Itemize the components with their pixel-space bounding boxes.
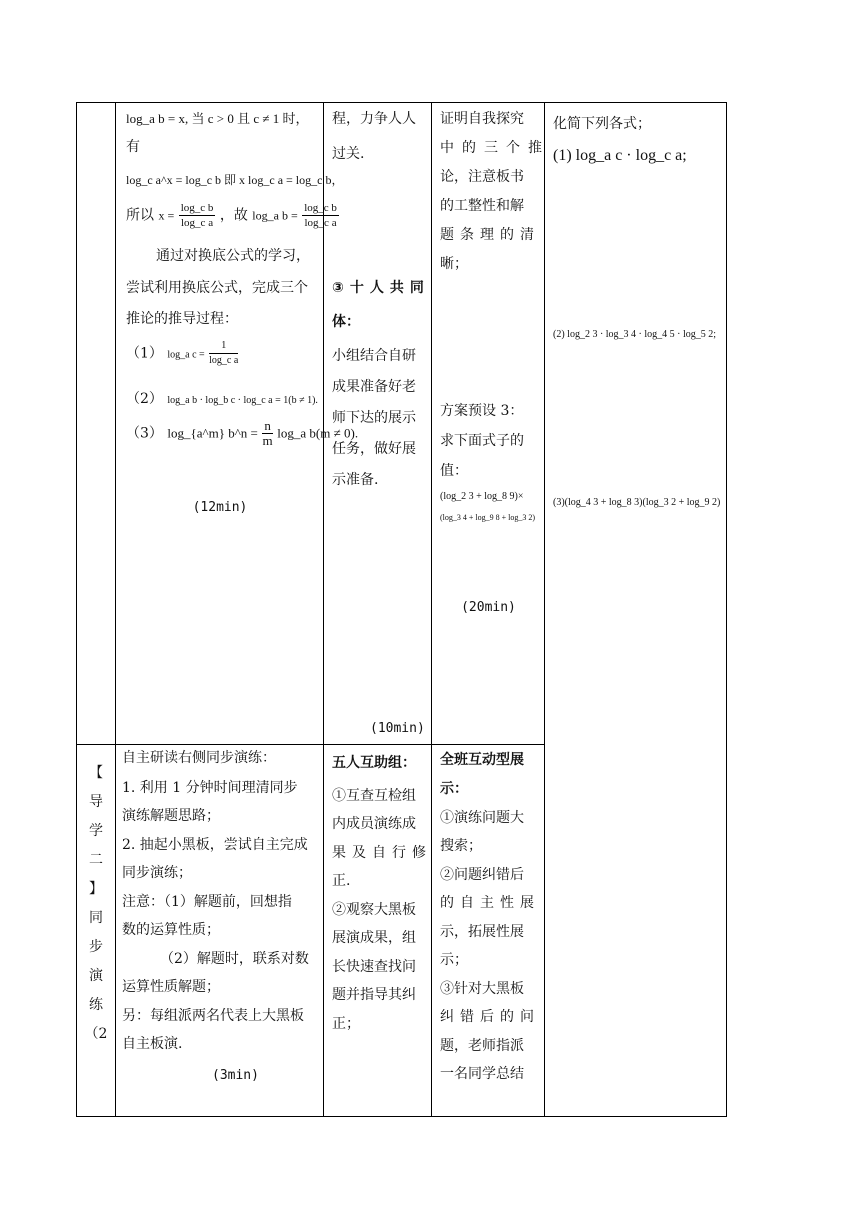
text-line: 论，注意板书 [440, 169, 524, 185]
section-heading-2: 体： [332, 314, 360, 330]
text-line: （2）解题时，联系对数 [160, 951, 309, 967]
text-line: 师下达的展示 [332, 410, 416, 426]
text-line: 小组结合自研 [332, 348, 416, 364]
text-line: 数的运算性质； [122, 922, 220, 938]
text-line: 的工整性和解 [440, 198, 524, 214]
corollary-1: （1） log_a c = $\frac{1}{\text{log\_c a}}$ [126, 340, 239, 366]
time-label: (3min) [212, 1068, 259, 1083]
text-line: 另：每组派两名代表上大黑板 [122, 1008, 304, 1024]
text-line: 求下面式子的 [440, 433, 524, 449]
row2-col3-cell [432, 745, 545, 1117]
text-line: 1. 利用 1 分钟时间理清同步 [122, 780, 298, 796]
text-line: 正. [332, 873, 351, 889]
corollary-3: （3） log_{a^m} b^n = $\frac{n}{m}$ log_a b(m ≠ 0). [126, 418, 359, 448]
text-line: ②观察大黑板 [332, 902, 416, 918]
text-line: 2. 抽起小黑板，尝试自主完成 [122, 837, 308, 853]
text-hence: ，故 [219, 207, 248, 224]
vertical-section-label: 【 导 学 二 】 同 步 演 练 （2 [84, 765, 108, 1042]
expression-line-1: (log_2 3 + log_8 9)× [440, 491, 524, 502]
row2-col2-cell [324, 745, 432, 1117]
section-heading: 五人互助组： [332, 755, 416, 771]
text-line: ②问题纠错后 [440, 867, 524, 883]
section-heading-2: 示： [440, 781, 468, 797]
text-line: 证明自我探究 [440, 111, 524, 127]
formula-line-3: log_c a^x = log_c b 即 x log_c a = log_c b， [126, 173, 344, 187]
text-line: 运算性质解题； [122, 979, 220, 995]
text-line: 示，拓展性展 [440, 924, 524, 940]
row1-col2-cell [324, 103, 432, 745]
paragraph-line-1: 通过对换底公式的学习， [156, 248, 310, 264]
text-line: 内成员演练成 [332, 816, 416, 832]
row1-col3-cell [432, 103, 550, 745]
paragraph-line-2: 尝试利用换底公式，完成三个 [126, 280, 308, 296]
exercise-1: (1) log_a c · log_c a; [553, 147, 687, 164]
row2-col0-cell [77, 745, 116, 1117]
text-line: 正； [332, 1016, 360, 1032]
text-line: 成果准备好老 [332, 379, 416, 395]
text-line: 展演成果，组 [332, 930, 416, 946]
text-line: 题，老师指派 [440, 1038, 524, 1054]
text-line: 晰； [440, 256, 468, 272]
row1-col4-cell [545, 103, 727, 1117]
row1-col0-cell [77, 103, 116, 745]
formula-line-4 [126, 201, 339, 230]
text-line: 同步演练； [122, 865, 192, 881]
text-line: 中的三个推 [440, 140, 550, 156]
text-line: 自主研读右侧同步演练： [122, 750, 276, 766]
time-label: (12min) [192, 500, 248, 515]
text-line: 注意：（1）解题前，回想指 [122, 894, 292, 910]
text-line: 演练解题思路； [122, 808, 220, 824]
lesson-plan-table [76, 102, 727, 1117]
text-line: ①演练问题大 [440, 810, 524, 826]
text-line: 值： [440, 463, 468, 479]
time-label: (10min) [370, 721, 425, 736]
exercise-2: (2) log_2 3 · log_3 4 · log_4 5 · log_5 2; [553, 329, 717, 340]
text-line: 自主板演. [122, 1036, 183, 1052]
corollary-2: （2） log_a b · log_b c · log_c a = 1(b ≠ 1). [126, 391, 318, 407]
time-label: (20min) [461, 600, 516, 615]
section-heading: ③十人共同 [332, 280, 430, 296]
row2-col1-cell [116, 745, 324, 1117]
paragraph-line-3: 推论的推导过程： [126, 311, 238, 327]
text-line: 示； [440, 952, 468, 968]
text-line: 程，力争人人 [332, 111, 416, 127]
text-line: 方案预设 3： [440, 403, 524, 419]
text-line: 一名同学总结 [440, 1066, 524, 1082]
text-line: 任务，做好展 [332, 441, 416, 457]
section-heading: 全班互动型展 [440, 752, 524, 768]
text-line: 长快速查找问 [332, 959, 416, 975]
frac-x-lhs: x = [158, 208, 175, 223]
text-line: ①互查互检组 [332, 788, 416, 804]
text-line-2: 有 [126, 139, 140, 155]
text-line: 的自主性展 [440, 895, 540, 911]
text-line: 过关. [332, 146, 365, 162]
exercise-3: (3)(log_4 3 + log_8 3)(log_3 2 + log_9 2) [553, 497, 721, 508]
text-line: 题并指导其纠 [332, 987, 416, 1003]
text-line: 示准备. [332, 472, 379, 488]
text-line: 纠错后的问 [440, 1009, 540, 1025]
text-line: 搜索； [440, 838, 482, 854]
exercise-title: 化简下列各式； [553, 116, 651, 132]
text-line: ③针对大黑板 [440, 981, 524, 997]
fraction-log: $\frac{\text{log\_c b}}{\text{log\_c a}}$ [304, 202, 337, 229]
fraction-x: $\frac{\text{log\_c b}}{\text{log\_c a}}$ [180, 202, 214, 229]
frac2-lhs: log_a b = [252, 208, 298, 223]
text-line: 果及自行修 [332, 845, 432, 861]
text-so: 所以 [126, 207, 154, 224]
formula-line-1: log_a b = x, 当 c > 0 且 c ≠ 1 时， [126, 111, 309, 126]
text-line: 题条理的清 [440, 227, 540, 243]
table-row-1 [77, 103, 727, 745]
expression-line-2: (log_3 4 + log_9 8 + log_3 2) [440, 513, 536, 522]
